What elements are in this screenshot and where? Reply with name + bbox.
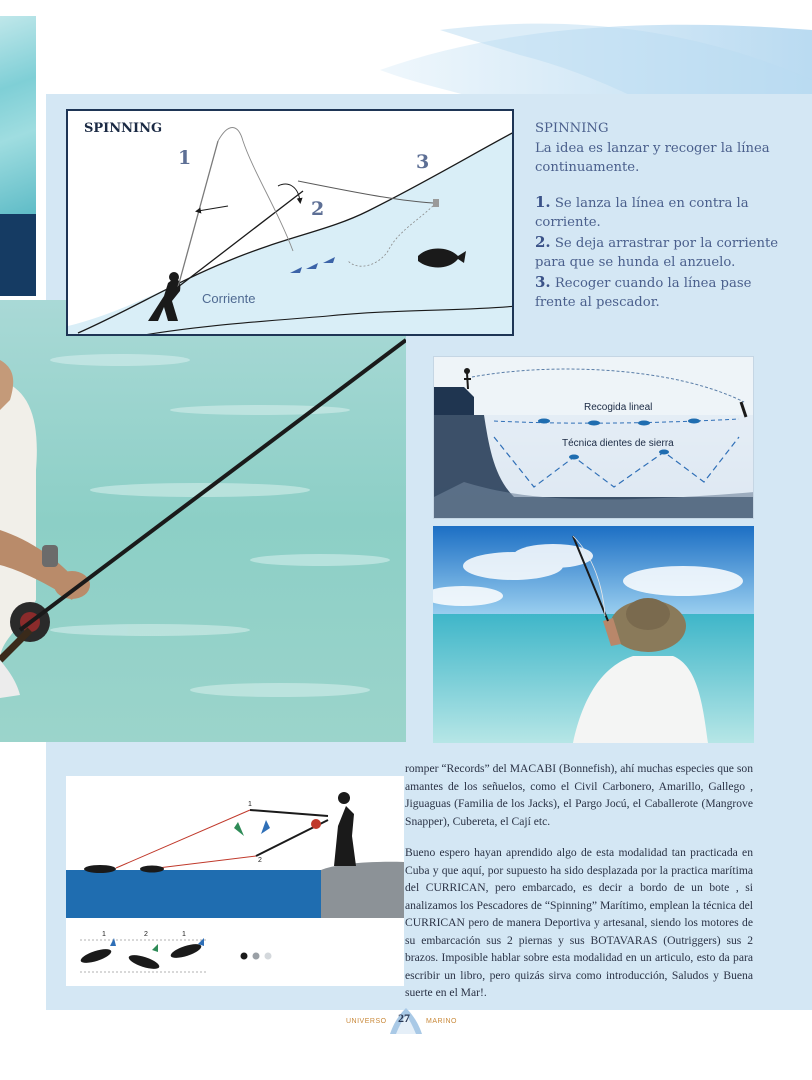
linear-retrieve-label: Recogida lineal bbox=[584, 402, 653, 413]
explanation-step bbox=[535, 233, 785, 273]
footer-brand-left: UNIVERSO bbox=[346, 1018, 387, 1025]
explanation-step bbox=[535, 193, 785, 233]
trolling-number: 2 bbox=[144, 931, 148, 938]
step-number-1: 1 bbox=[178, 147, 192, 169]
sawtooth-technique-label: Técnica dientes de sierra bbox=[562, 438, 674, 449]
step-num: 2. bbox=[535, 232, 551, 251]
navy-accent-strip bbox=[0, 214, 36, 296]
trolling-number: 1 bbox=[248, 801, 252, 808]
article-paragraph: Bueno espero hayan aprendido algo de esta modalidad tan practicada en Cuba y que aquí, por supuesto ha sido desplazada por la practica marítima del CURRICAN, pero embarcado, es decir a bordo de un bote , si analizamos los Pescadores de “Spinning” Marítimo, emplean la técnica del CURRICAN pero de manera Deportiva y artesanal, siendo los motores de su embarcación sus 2 piernas y sus BOTAVARAS (Outriggers) sus 2 brazos. Imposible hablar sobre esta modalidad en un articulo, esto da para escribir un libro, pero quizás sirva como introducción, Saludos y Buena suerte en el Mar!. bbox=[405, 846, 753, 999]
step-text: Se lanza la línea en contra la corriente. bbox=[535, 195, 749, 230]
spinning-diagram bbox=[66, 109, 514, 336]
spinning-illustration bbox=[68, 111, 514, 336]
trolling-diagram bbox=[66, 776, 404, 986]
trolling-number: 2 bbox=[258, 857, 262, 864]
footer-brand-right: MARINO bbox=[426, 1018, 457, 1025]
article-paragraph: romper “Records” del MACABI (Bonnefish), ahí muchas especies que son amantes de los señuelos, como el Civil Carbonero, Amarillo, Gallego , Jiguaguas (Familia de los Jacks), el Pargo Jocú, el Caballerote (Mangrove Snapper), Cubereta, el Cají etc. bbox=[405, 762, 753, 828]
spinning-explanation bbox=[535, 119, 785, 313]
trolling-number: 1 bbox=[102, 931, 106, 938]
retrieve-technique-diagram bbox=[433, 356, 754, 519]
step-number-3: 3 bbox=[416, 151, 430, 173]
article-text bbox=[405, 760, 753, 1002]
spinning-diagram-title: SPINNING bbox=[84, 121, 163, 136]
angler-photo bbox=[0, 300, 406, 742]
step-num: 3. bbox=[535, 272, 551, 291]
step-num: 1. bbox=[535, 192, 551, 211]
explanation-intro: La idea es lanzar y recoger la línea continuamente. bbox=[535, 140, 770, 175]
step-number-2: 2 bbox=[311, 198, 325, 220]
explanation-step bbox=[535, 273, 785, 313]
step-text: Se deja arrastrar por la corriente para que se hunda el anzuelo. bbox=[535, 235, 779, 270]
current-label: Corriente bbox=[202, 291, 256, 306]
explanation-heading: SPINNING bbox=[535, 121, 609, 136]
page-number: 27 bbox=[398, 1011, 410, 1025]
step-text: Recoger cuando la línea pase frente al pescador. bbox=[535, 275, 752, 310]
fisherman-hat-photo bbox=[433, 526, 754, 743]
trolling-number: 1 bbox=[182, 931, 186, 938]
trolling-illustration bbox=[66, 776, 404, 986]
water-photo-strip bbox=[0, 16, 36, 214]
page-footer bbox=[320, 1004, 490, 1038]
